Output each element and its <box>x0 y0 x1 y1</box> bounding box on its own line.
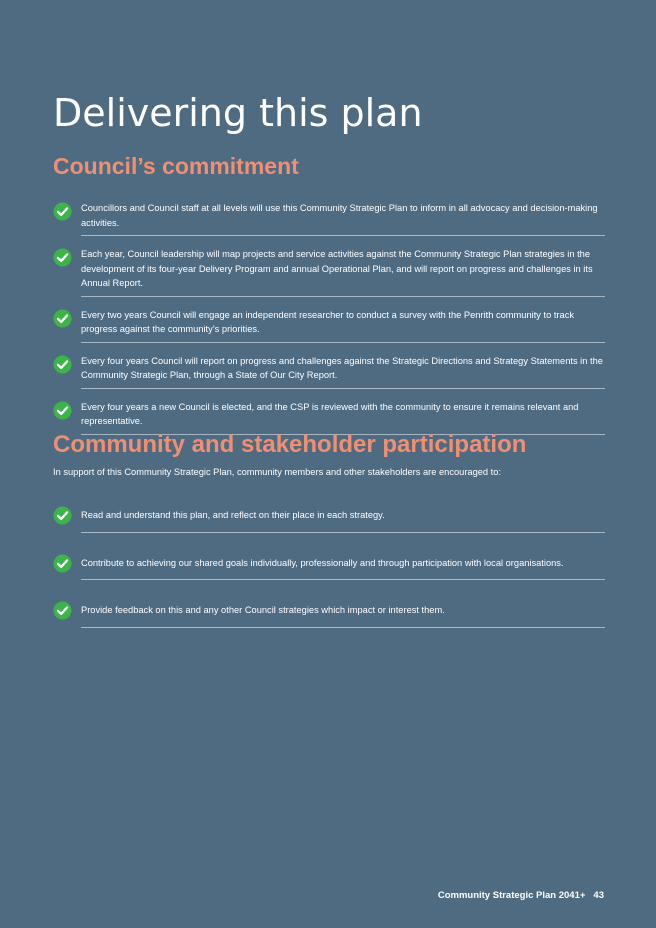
commitment-item <box>53 198 605 236</box>
footer-document-name: Community Strategic Plan 2041+ <box>437 890 586 901</box>
page-number: 43 <box>593 890 604 901</box>
check-circle-icon <box>53 601 72 620</box>
participation-item <box>53 597 605 628</box>
commitment-item-text: Every four years a new Council is elected, and the CSP is reviewed with the community to ensure it remains relevant and representative. <box>81 401 579 426</box>
page-footer <box>438 890 604 901</box>
check-circle-icon <box>53 554 72 573</box>
commitment-item-text: Each year, Council leadership will map projects and service activities against the Community Strategic Plan strategies in the development of its four-year Delivery Program and annual Operational Plan, and will report on progress and challenges in its Annual Report. <box>81 249 593 288</box>
check-circle-icon <box>53 248 72 267</box>
commitment-item <box>53 397 605 435</box>
participation-intro: In support of this Community Strategic Plan, community members and other stakeholders are encouraged to: <box>53 467 502 477</box>
commitment-item <box>53 244 605 297</box>
participation-item-text: Read and understand this plan, and reflect on their place in each strategy. <box>81 510 385 520</box>
participation-heading: Community and stakeholder participation <box>53 431 527 458</box>
commitment-item-text: Every two years Council will engage an independent researcher to conduct a survey with the Penrith community to track progress against the community’s priorities. <box>81 309 574 334</box>
participation-item <box>53 502 605 533</box>
commitment-heading: Council’s commitment <box>53 153 299 179</box>
page-title: Delivering this plan <box>53 91 423 135</box>
participation-item <box>53 550 605 581</box>
participation-item-text: Contribute to achieving our shared goals individually, professionally and through participation with local organisations. <box>81 557 564 568</box>
check-circle-icon <box>53 309 72 328</box>
commitment-item-text: Every four years Council will report on progress and challenges against the Strategic Directions and Strategy Statements in the Community Strategic Plan, through a State of Our City Report. <box>81 355 603 380</box>
participation-list <box>53 502 605 645</box>
commitment-item-text: Councillors and Council staff at all levels will use this Community Strategic Plan to inform in all advocacy and decision-making activities. <box>81 203 598 228</box>
check-circle-icon <box>53 355 72 374</box>
commitment-item <box>53 351 605 389</box>
commitment-list <box>53 198 605 443</box>
check-circle-icon <box>53 401 72 420</box>
check-circle-icon <box>53 506 72 525</box>
check-circle-icon <box>53 202 72 221</box>
commitment-item <box>53 305 605 343</box>
participation-item-text: Provide feedback on this and any other Council strategies which impact or interest them. <box>81 605 445 615</box>
